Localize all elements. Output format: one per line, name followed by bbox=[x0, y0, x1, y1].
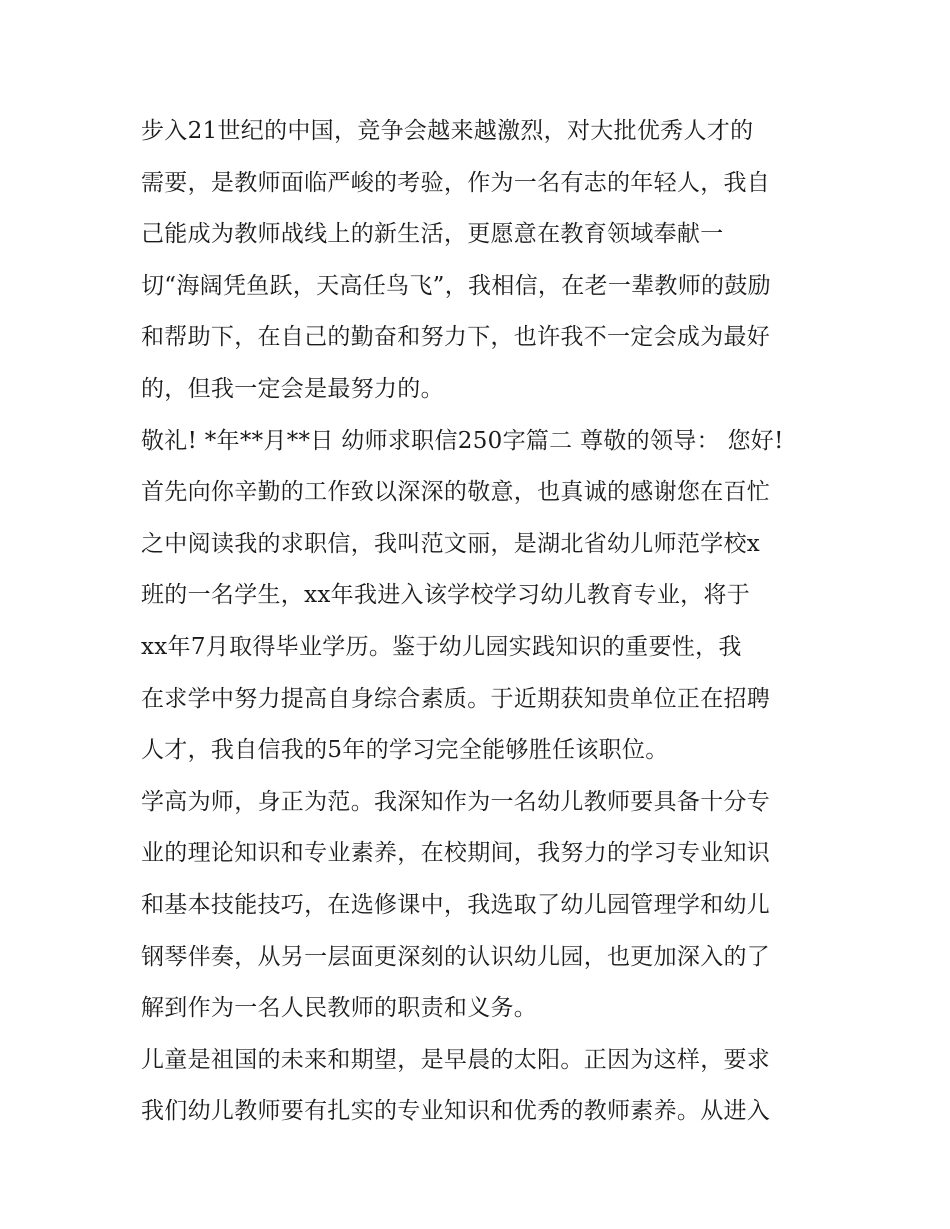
text-line: xx年7月取得毕业学历。鉴于幼儿园实践知识的重要性，我 bbox=[141, 633, 742, 660]
text-line: 和帮助下，在自己的勤奋和努力下，也许我不一定会成为最好 bbox=[141, 324, 771, 351]
text-line: 需要，是教师面临严峻的考验，作为一名有志的年轻人，我自 bbox=[141, 169, 771, 196]
paragraph bbox=[141, 777, 821, 1035]
text-line: 在求学中努力提高自身综合素质。于近期获知贵单位正在招聘 bbox=[141, 685, 771, 712]
text-line: 儿童是祖国的未来和期望，是早晨的太阳。正因为这样，要求 bbox=[141, 1046, 771, 1073]
text-line: 和基本技能技巧，在选修课中，我选取了幼儿园管理学和幼儿 bbox=[141, 891, 771, 918]
text-line: 人才，我自信我的5年的学习完全能够胜任该职位。 bbox=[141, 737, 669, 764]
text-line: 之中阅读我的求职信，我叫范文丽，是湖北省幼儿师范学校x bbox=[141, 530, 761, 557]
text-line: 班的一名学生，xx年我进入该学校学习幼儿教育专业，将于 bbox=[141, 582, 751, 609]
text-line: 学高为师，身正为范。我深知作为一名幼儿教师要具备十分专 bbox=[141, 788, 771, 815]
text-line: 己能成为教师战线上的新生活，更愿意在教育领域奉献一 bbox=[141, 221, 724, 248]
paragraph bbox=[141, 1035, 821, 1138]
text-line: 敬礼! *年**月**日 幼师求职信250字篇二 尊敬的领导： 您好! bbox=[141, 427, 784, 454]
text-line: 切“海阔凭鱼跃，天高任鸟飞”，我相信，在老一辈教师的鼓励 bbox=[141, 272, 771, 299]
paragraph bbox=[141, 416, 821, 777]
text-line: 首先向你辛勤的工作致以深深的敬意，也真诚的感谢您在百忙 bbox=[141, 479, 771, 506]
text-line: 我们幼儿教师要有扎实的专业知识和优秀的教师素养。从进入 bbox=[141, 1098, 771, 1125]
paragraph bbox=[141, 106, 821, 416]
text-line: 步入21世纪的中国，竞争会越来越激烈，对大批优秀人才的 bbox=[141, 118, 754, 144]
text-line: 解到作为一名人民教师的职责和义务。 bbox=[141, 995, 538, 1022]
text-line: 的，但我一定会是最努力的。 bbox=[141, 375, 444, 402]
text-line: 业的理论知识和专业素养，在校期间，我努力的学习专业知识 bbox=[141, 840, 771, 867]
text-line: 钢琴伴奏，从另一层面更深刻的认识幼儿园，也更加深入的了 bbox=[141, 943, 771, 970]
document-body bbox=[141, 106, 821, 1138]
